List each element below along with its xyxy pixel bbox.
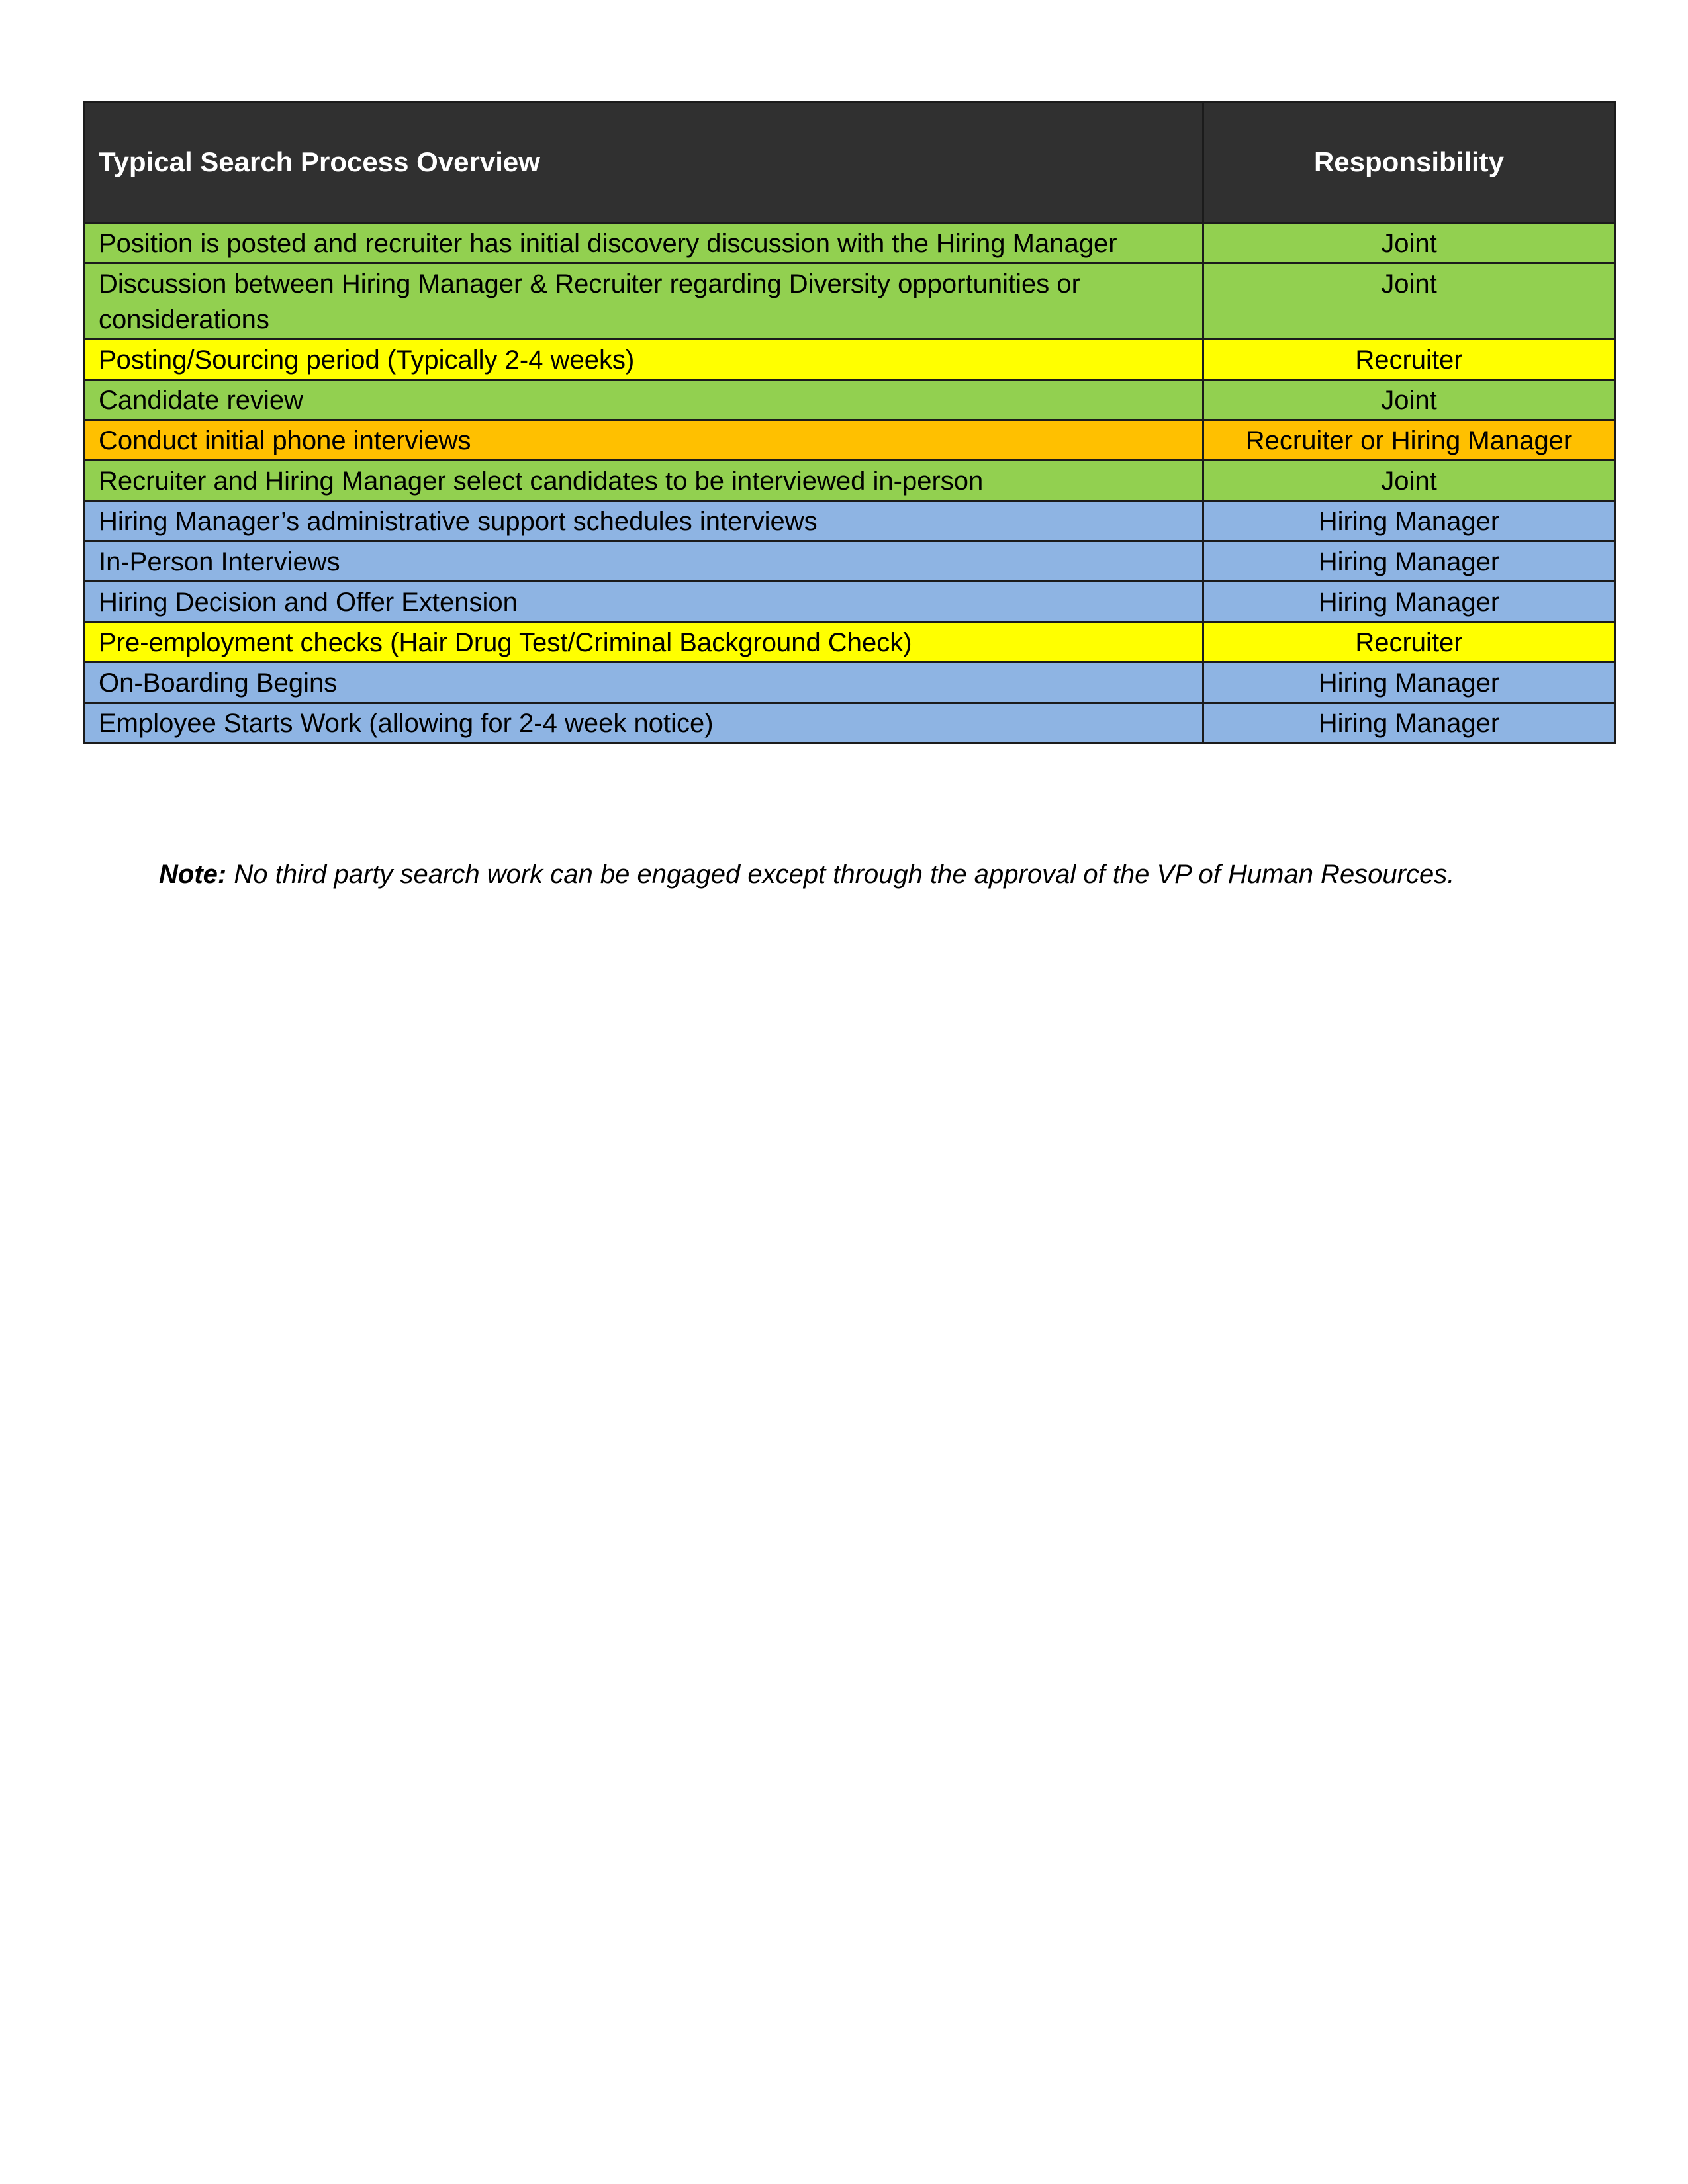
process-step-cell: Conduct initial phone interviews	[85, 420, 1203, 461]
process-step-cell: Hiring Manager’s administrative support schedules interviews	[85, 501, 1203, 541]
process-step-cell: Hiring Decision and Offer Extension	[85, 582, 1203, 622]
header-responsibility: Responsibility	[1203, 102, 1615, 223]
note-label: Note:	[159, 860, 227, 889]
header-process-overview: Typical Search Process Overview	[85, 102, 1203, 223]
responsibility-cell: Joint	[1203, 380, 1615, 420]
responsibility-cell: Hiring Manager	[1203, 582, 1615, 622]
responsibility-cell: Recruiter or Hiring Manager	[1203, 420, 1615, 461]
approval-note	[159, 856, 1615, 892]
table-header-row	[85, 102, 1615, 223]
table-row	[85, 703, 1615, 743]
table-row	[85, 380, 1615, 420]
process-step-cell: Candidate review	[85, 380, 1203, 420]
table-row	[85, 420, 1615, 461]
process-step-cell: Pre-employment checks (Hair Drug Test/Criminal Background Check)	[85, 622, 1203, 662]
table-row	[85, 541, 1615, 582]
table-row	[85, 501, 1615, 541]
responsibility-cell: Recruiter	[1203, 340, 1615, 380]
process-step-cell: In-Person Interviews	[85, 541, 1203, 582]
process-step-cell: Position is posted and recruiter has initial discovery discussion with the Hiring Manager	[85, 223, 1203, 263]
responsibility-cell: Hiring Manager	[1203, 662, 1615, 703]
table-row	[85, 582, 1615, 622]
table-row	[85, 461, 1615, 501]
table-row	[85, 263, 1615, 340]
process-step-cell: Employee Starts Work (allowing for 2-4 week notice)	[85, 703, 1203, 743]
responsibility-cell: Joint	[1203, 223, 1615, 263]
process-step-cell: Posting/Sourcing period (Typically 2-4 weeks)	[85, 340, 1203, 380]
responsibility-cell: Joint	[1203, 263, 1615, 340]
responsibility-cell: Hiring Manager	[1203, 541, 1615, 582]
note-text: No third party search work can be engaged except through the approval of the VP of Human Resources.	[226, 860, 1455, 889]
responsibility-cell: Hiring Manager	[1203, 501, 1615, 541]
table-row	[85, 223, 1615, 263]
table-row	[85, 340, 1615, 380]
responsibility-cell: Recruiter	[1203, 622, 1615, 662]
responsibility-cell: Hiring Manager	[1203, 703, 1615, 743]
table-row	[85, 662, 1615, 703]
process-step-cell: Recruiter and Hiring Manager select candidates to be interviewed in-person	[85, 461, 1203, 501]
search-process-table	[83, 101, 1616, 744]
process-step-cell: On-Boarding Begins	[85, 662, 1203, 703]
process-step-cell: Discussion between Hiring Manager & Recruiter regarding Diversity opportunities or considerations	[85, 263, 1203, 340]
table-row	[85, 622, 1615, 662]
responsibility-cell: Joint	[1203, 461, 1615, 501]
